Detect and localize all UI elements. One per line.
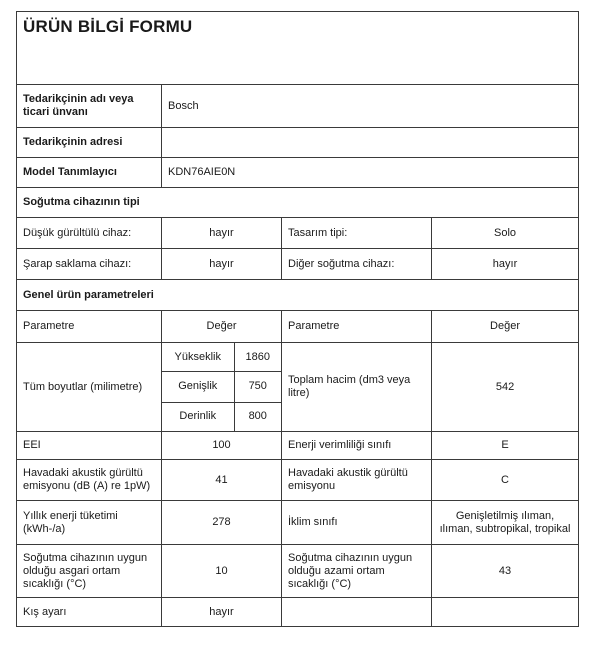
energy-class-value: E — [432, 432, 579, 460]
dimensions-table — [162, 343, 281, 431]
supplier-name-row — [17, 85, 579, 128]
other-cooling-label: Diğer soğutma cihazı: — [282, 249, 432, 280]
wine-storage-label: Şarap saklama cihazı: — [17, 249, 162, 280]
supplier-name-value: Bosch — [162, 85, 579, 128]
total-volume-label: Toplam hacim (dm3 veya litre) — [282, 343, 432, 432]
depth-value: 800 — [234, 402, 281, 431]
total-volume-value: 542 — [432, 343, 579, 432]
supplier-name-label: Tedarikçinin adı veya ticari ünvanı — [17, 85, 162, 128]
width-value: 750 — [234, 372, 281, 402]
low-noise-value: hayır — [162, 218, 282, 249]
parameter-header-row — [17, 311, 579, 343]
eei-row — [17, 432, 579, 460]
min-temp-value: 10 — [162, 545, 282, 598]
eei-value: 100 — [162, 432, 282, 460]
model-row — [17, 158, 579, 188]
min-temp-label: Soğutma cihazının uygun olduğu asgari ortam sıcaklığı (°C) — [17, 545, 162, 598]
annual-energy-row — [17, 501, 579, 545]
noise-row — [17, 460, 579, 501]
climate-class-value: Genişletilmiş ılıman, ılıman, subtropikal, tropikal — [432, 501, 579, 545]
dimensions-label: Tüm boyutlar (milimetre) — [17, 343, 162, 432]
winter-setting-label: Kış ayarı — [17, 598, 162, 627]
supplier-address-row — [17, 128, 579, 158]
low-noise-label: Düşük gürültülü cihaz: — [17, 218, 162, 249]
dimensions-row — [17, 343, 579, 432]
winter-setting-row — [17, 598, 579, 627]
general-parameters-heading-row — [17, 280, 579, 311]
model-value: KDN76AIE0N — [162, 158, 579, 188]
cooling-type-heading-row — [17, 188, 579, 218]
supplier-address-label: Tedarikçinin adresi — [17, 128, 162, 158]
supplier-address-value — [162, 128, 579, 158]
dimensions-values — [162, 343, 282, 432]
annual-energy-label: Yıllık enerji tüketimi (kWh-/a) — [17, 501, 162, 545]
empty-cell — [432, 598, 579, 627]
depth-label: Derinlik — [162, 402, 234, 431]
design-type-value: Solo — [432, 218, 579, 249]
climate-class-label: İklim sınıfı — [282, 501, 432, 545]
low-noise-row — [17, 218, 579, 249]
value-header-right: Değer — [432, 311, 579, 343]
max-temp-label: Soğutma cihazının uygun olduğu azami ortam sıcaklığı (°C) — [282, 545, 432, 598]
product-information-sheet — [16, 11, 578, 627]
winter-setting-value: hayır — [162, 598, 282, 627]
noise-class-value: C — [432, 460, 579, 501]
parameter-header-left: Parametre — [17, 311, 162, 343]
parameter-header-right: Parametre — [282, 311, 432, 343]
energy-class-label: Enerji verimliliği sınıfı — [282, 432, 432, 460]
width-label: Genişlik — [162, 372, 234, 402]
eei-label: EEI — [17, 432, 162, 460]
noise-class-label: Havadaki akustik gürültü emisyonu — [282, 460, 432, 501]
wine-storage-row — [17, 249, 579, 280]
empty-cell — [282, 598, 432, 627]
design-type-label: Tasarım tipi: — [282, 218, 432, 249]
value-header-left: Değer — [162, 311, 282, 343]
height-value: 1860 — [234, 343, 281, 372]
general-parameters-heading: Genel ürün parametreleri — [17, 280, 579, 311]
wine-storage-value: hayır — [162, 249, 282, 280]
form-title: ÜRÜN BİLGİ FORMU — [17, 12, 579, 85]
max-temp-value: 43 — [432, 545, 579, 598]
other-cooling-value: hayır — [432, 249, 579, 280]
cooling-type-heading: Soğutma cihazının tipi — [17, 188, 579, 218]
noise-value: 41 — [162, 460, 282, 501]
title-row — [17, 12, 579, 85]
product-info-table — [16, 11, 579, 627]
model-label: Model Tanımlayıcı — [17, 158, 162, 188]
annual-energy-value: 278 — [162, 501, 282, 545]
noise-label: Havadaki akustik gürültü emisyonu (dB (A) re 1pW) — [17, 460, 162, 501]
height-label: Yükseklik — [162, 343, 234, 372]
ambient-temperature-row — [17, 545, 579, 598]
